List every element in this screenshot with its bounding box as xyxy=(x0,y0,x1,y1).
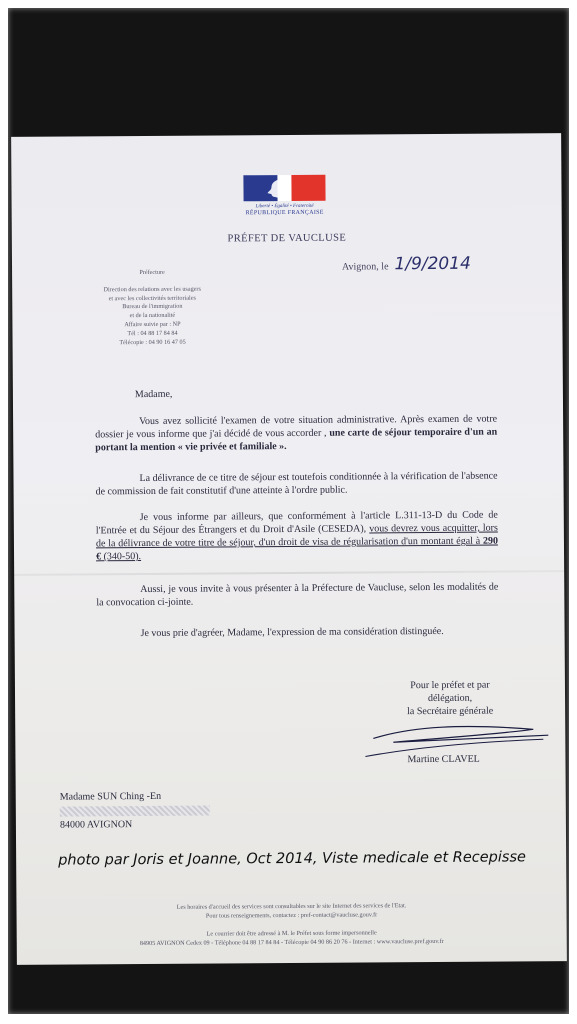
footer-contact xyxy=(17,928,567,949)
permit-mention: une carte de séjour temporaire d'un an portant la mention « vie privée et familiale ». xyxy=(95,426,498,454)
photo-frame xyxy=(8,8,569,1014)
redacted-street xyxy=(60,805,210,816)
republic-logo xyxy=(243,175,325,217)
paragraph-invitation: Aussi, je vous invite à vous présenter à la Préfecture de Vaucluse, selon les modalités de la convocation ci-jointe. xyxy=(96,581,499,609)
paragraph-fee xyxy=(96,509,498,564)
paragraph-closing: Je vous prie d'agréer, Madame, l'expression de ma considération distinguée. xyxy=(140,625,444,640)
handwritten-date: 1/9/2014 xyxy=(394,253,471,275)
paragraph-decision xyxy=(95,413,497,455)
recipient-name: Madame SUN Ching -En xyxy=(59,790,162,803)
department-line: Affaire suivie par : NP xyxy=(124,320,181,329)
fee-text: vous devrez vous acquitter, lors de la délivrance de votre titre de séjour, d'un droit de visa de régularisation d'un montant égal à xyxy=(95,522,498,550)
paragraph-text: Je vous informe par ailleurs, que conformément à l'article L.311-13-D du Code de l'Entrée et du Séjour des Étrangers et du Droit d'Asile (CESEDA), xyxy=(95,509,498,537)
paragraph-text: Vous avez sollicité l'examen de votre situation administrative. Après examen de votre dossier je vous informe que j'ai décidé de vous accorder , xyxy=(95,413,498,441)
footer-line: 84905 AVIGNON Cedex 09 - Téléphone 04 88 17 84 84 - Télécopie 04 90 86 20 76 - Internet : www.vaucluse.pref.gouv.fr xyxy=(139,937,444,947)
fee-detail: (340-50). xyxy=(101,551,142,563)
signature-line: la Secrétaire générale xyxy=(407,705,494,718)
letter-date xyxy=(342,254,471,275)
footer-line: Le courrier doit être adressé à M. le Préfet sous forme impersonnelle xyxy=(206,929,377,938)
department-line: Télécopie : 04 90 16 47 05 xyxy=(119,338,186,346)
marianne-profile-icon xyxy=(265,177,283,199)
fee-amount: 290 € xyxy=(96,535,498,563)
department-line: et de la nationalité xyxy=(129,311,176,320)
salutation: Madame, xyxy=(134,388,173,401)
republic-motto: Liberté • Égalité • Fraternité xyxy=(255,203,314,210)
footer-line: Pour tous renseignements, contactez : pref-contact@vaucluse.gouv.fr xyxy=(205,910,378,920)
recipient-city: 84000 AVIGNON xyxy=(59,819,133,831)
signatory-name: Martine CLAVEL xyxy=(407,753,480,766)
footer-hours xyxy=(16,901,566,922)
letter-paper xyxy=(11,133,567,965)
department-name: Préfecture xyxy=(139,268,165,277)
recipient-address xyxy=(60,790,210,833)
signature-line: délégation, xyxy=(427,692,473,705)
paper-fold xyxy=(14,570,564,576)
signature-block xyxy=(375,678,525,718)
department-line: Bureau de l'immigration xyxy=(122,303,183,311)
signature-line: Pour le préfet et par xyxy=(410,679,490,692)
department-block xyxy=(72,268,233,347)
department-line: Tél : 04 88 17 84 84 xyxy=(127,329,178,337)
footer-line: Les horaires d'accueil des services sont consultables sur le site Internet des services de l'Etat. xyxy=(176,902,407,911)
department-line: Direction des relations avec les usagers xyxy=(103,285,201,294)
photo-caption: photo par Joris et Joanne, Oct 2014, Viste medicale et Recepisse xyxy=(58,849,526,869)
date-prefix: Avignon, le xyxy=(341,261,389,273)
republic-name: RÉPUBLIQUE FRANÇAISE xyxy=(245,209,324,217)
paragraph-condition: La délivrance de ce titre de séjour est toutefois conditionnée à la vérification de l'absence de commission de fait constitutif d'une atteinte à l'ordre public. xyxy=(95,470,498,498)
marianne-flag-icon xyxy=(243,175,325,202)
prefect-title: PRÉFET DE VAUCLUSE xyxy=(227,232,347,245)
department-line: et avec les collectivités territoriales xyxy=(108,294,196,302)
